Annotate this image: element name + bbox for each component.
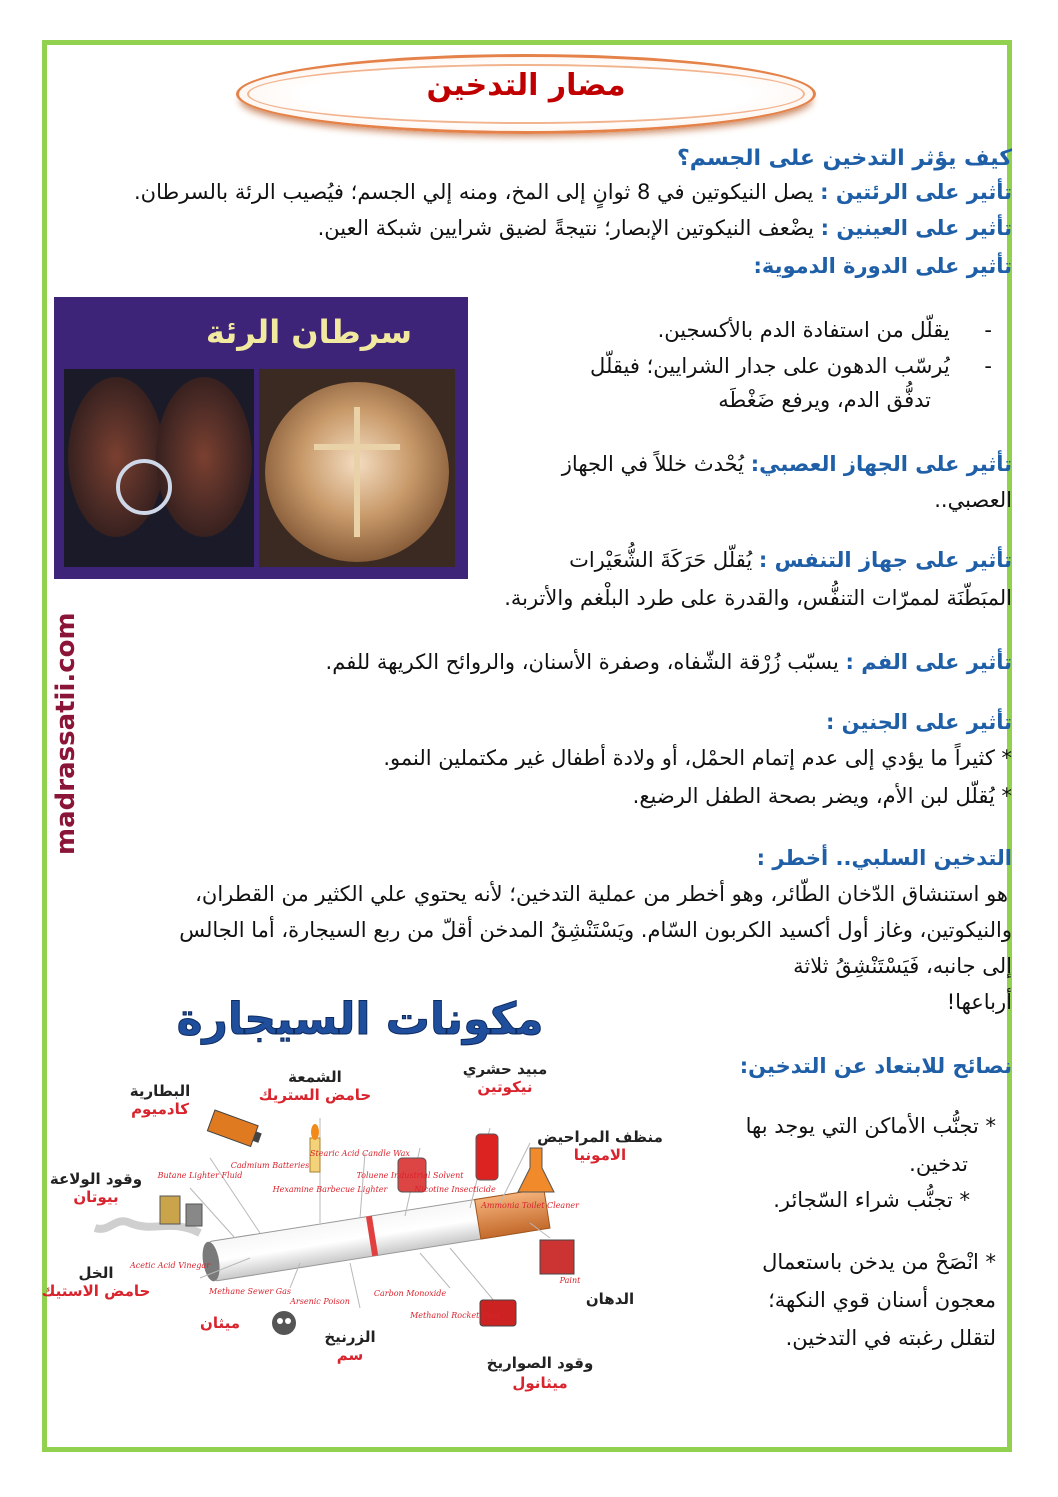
en-butane: Butane Lighter Fluid — [157, 1171, 243, 1180]
side-logo — [48, 540, 84, 860]
en-methanol: Methanol Rocket Fuel — [410, 1311, 500, 1320]
circ-dash-2: - — [984, 354, 992, 378]
advice-1b: تدخين. — [909, 1152, 968, 1176]
label-lighter-fluid: وقود الولاعة — [49, 1170, 143, 1188]
nerve-line — [562, 452, 1012, 477]
label-paint: الدهان — [585, 1290, 635, 1308]
circ-b1: يقلّل من استفادة الدم بالأكسجين. — [657, 318, 950, 342]
page-title: مضار التدخين — [426, 68, 626, 103]
label-insecticide: مبيد حشري — [462, 1060, 548, 1078]
en-cadmium: Cadmium Batteries — [230, 1161, 310, 1170]
nerve-text-2: العصبي.. — [934, 488, 1012, 512]
en-stearic: Stearic Acid Candle Wax — [310, 1149, 410, 1158]
label-poison: سم — [336, 1346, 364, 1364]
lung-cancer-image — [54, 297, 468, 579]
label-candle: الشمعة — [288, 1068, 342, 1086]
eyes-label: تأثير على العينين : — [820, 216, 1012, 240]
eyes-line — [318, 216, 1012, 241]
label-stearic: حامض الستريك — [258, 1086, 372, 1104]
passive-line-2: والنيكوتين، وغاز أول أكسيد الكربون السّام. ويَسْتَنْشِقُ المدخن أقلّ من ربع السيجارة، أما الجالس — [179, 918, 1012, 942]
resp-line — [569, 548, 1012, 573]
label-arsenic: الزرنيخ — [324, 1328, 376, 1346]
mouth-label: تأثير على الفم : — [845, 650, 1012, 674]
advice-3c: لتقلل رغبته في التدخين. — [785, 1326, 996, 1350]
resp-text: يُقلّل حَرَكَةَ الشُّعَيْرات — [569, 548, 753, 572]
circ-b2b: تدفُّق الدم، ويرفع ضَغْطَه — [718, 388, 931, 412]
en-ammonia: Ammonia Toilet Cleaner — [481, 1201, 579, 1210]
cigarette-diagram — [41, 978, 663, 1408]
label-methanol: ميثانول — [512, 1374, 568, 1392]
en-carbon-monoxide: Carbon Monoxide — [373, 1289, 447, 1298]
label-toilet-cleaner: منظف المراحيض — [537, 1128, 663, 1146]
advice-3: * انْصَحْ من يدخن باستعمال — [762, 1250, 996, 1274]
question-heading: كيف يؤثر التدخين على الجسم؟ — [676, 146, 1012, 171]
advice-heading: نصائح للابتعاد عن التدخين: — [739, 1054, 1012, 1078]
en-toluene: Toluene Industrial Solvent — [356, 1171, 464, 1180]
label-cadmium: كادميوم — [131, 1100, 189, 1118]
label-vinegar: الخل — [78, 1264, 114, 1282]
label-methane: ميثان — [200, 1314, 240, 1332]
passive-line-1: هو استنشاق الدّخان الطّائر، وهو أخطر من عملية التدخين؛ لأنه يحتوي علي الكثير من القطران، — [195, 882, 1008, 906]
nerve-label: تأثير على الجهاز العصبي: — [750, 452, 1012, 476]
advice-1: * تجنُّب الأماكن التي يوجد بها — [745, 1114, 996, 1138]
en-nicotine: Nicotine Insecticide — [414, 1185, 496, 1194]
en-methane: Methane Sewer Gas — [209, 1287, 291, 1296]
circulation-heading: تأثير على الدورة الدموية: — [753, 254, 1012, 278]
nerve-text: يُحْدث خللاً في الجهاز — [561, 452, 745, 476]
mouth-text: يسبّب زُرْقة الشّفاه، وصفرة الأسنان، والروائح الكريهة للفم. — [325, 650, 839, 674]
diagram-title: مكونات السيجارة — [176, 994, 544, 1045]
label-butane: بيوتان — [73, 1188, 119, 1206]
lungs-text: يصل النيكوتين في 8 ثوانٍ إلى المخ، ومنه إلي الجسم؛ فيُصيب الرئة بالسرطان. — [133, 180, 814, 204]
advice-2: * تجنُّب شراء السّجائر. — [773, 1188, 970, 1212]
label-battery: البطارية — [129, 1082, 191, 1100]
side-logo-text: madrassatii.com — [51, 612, 81, 855]
label-ammonia: الامونيا — [573, 1146, 627, 1164]
passive-line-3: إلى جانبه، فَيَسْتَنْشِقُ ثلاثة — [793, 954, 1012, 978]
mouth-line — [326, 650, 1012, 675]
lung-image-caption: سرطان الرئة — [205, 313, 413, 351]
en-hexamine: Hexamine Barbecue Lighter — [272, 1185, 388, 1194]
passive-heading: التدخين السلبي.. أخطر : — [756, 846, 1012, 870]
circ-b2a: يُرسّب الدهون على جدار الشرايين؛ فيقلّل — [590, 354, 950, 378]
lungs-line — [134, 180, 1012, 205]
resp-text-2: المبَطّنَة لممرّات التنفُّس، والقدرة على طرد البلْغم والأتربة. — [504, 586, 1012, 610]
lungs-label: تأثير على الرئتين : — [820, 180, 1012, 204]
en-acetic: Acetic Acid Vinegar — [129, 1261, 211, 1270]
label-acetic: حامض الاستيك — [41, 1282, 151, 1300]
circ-bullet-1 — [658, 318, 992, 343]
passive-line-4: أرباعها! — [946, 990, 1012, 1014]
label-nicotine: نيكوتين — [477, 1078, 533, 1096]
circ-dash-1: - — [984, 318, 992, 342]
resp-label: تأثير على جهاز التنفس : — [758, 548, 1012, 572]
en-arsenic: Arsenic Poison — [290, 1297, 350, 1306]
fetus-heading: تأثير على الجنين : — [825, 710, 1012, 734]
eyes-text: يضْعف النيكوتين الإبصار؛ نتيجةً لضيق شرايين شبكة العين. — [317, 216, 814, 240]
fetus-line-1: * كثيراً ما يؤدي إلى عدم إتمام الحمْل، أو ولادة أطفال غير مكتملين النمو. — [383, 746, 1012, 770]
fetus-line-2: * يُقلّل لبن الأم، ويضر بصحة الطفل الرضيع. — [632, 784, 1012, 808]
cigarette-diagram-svg — [41, 978, 663, 1408]
advice-3b: معجون أسنان قوي النكهة؛ — [768, 1288, 996, 1312]
en-paint: Paint — [559, 1276, 581, 1285]
label-rocket-fuel: وقود الصواريخ — [486, 1354, 594, 1372]
circ-bullet-2 — [590, 354, 992, 379]
